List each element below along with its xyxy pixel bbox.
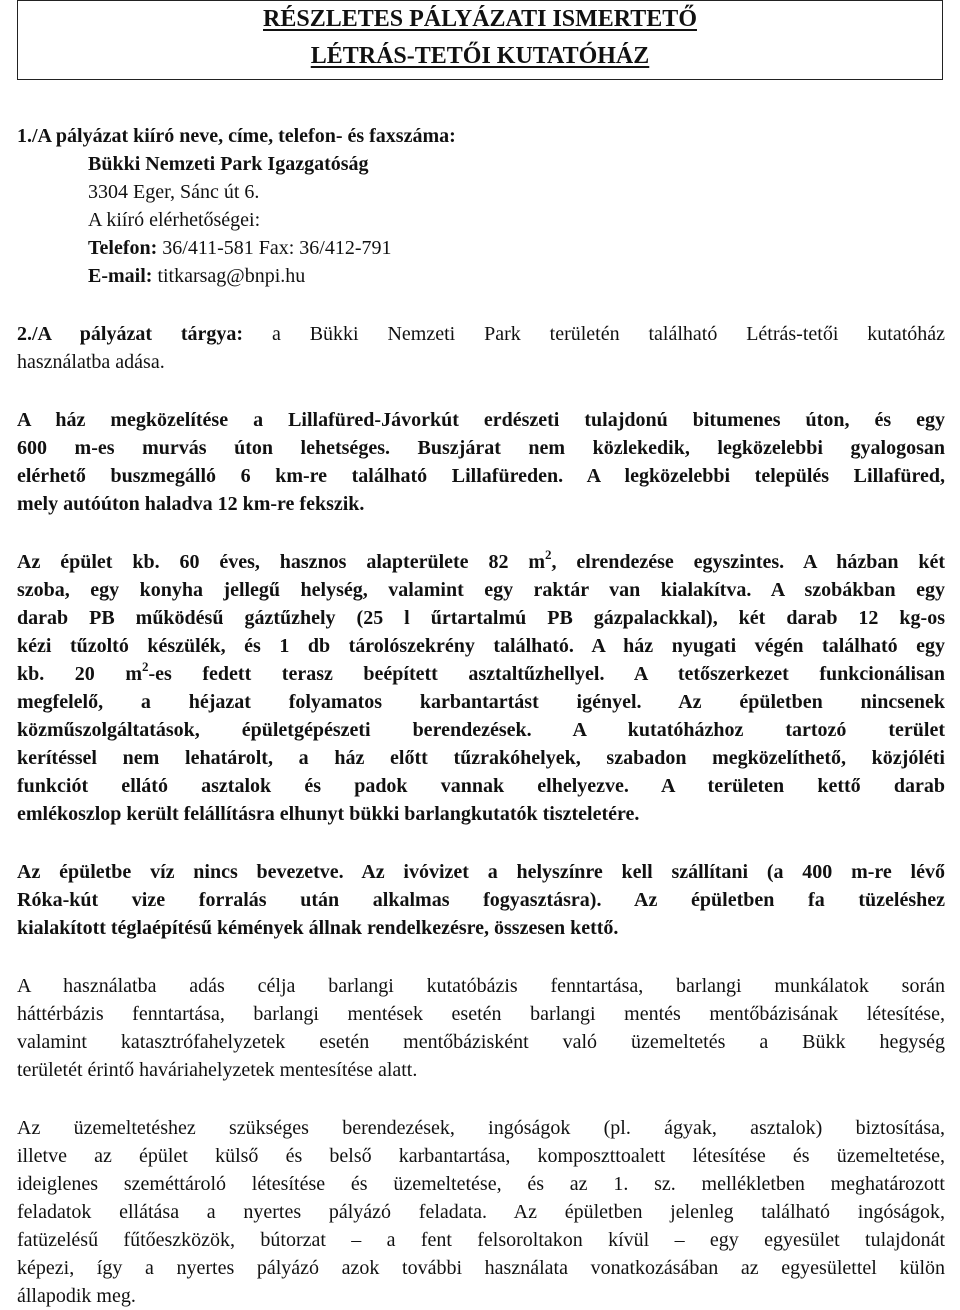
access-line: mely autóúton haladva 12 km-re fekszik. [17,493,365,515]
building-line: Az épület kb. 60 éves, hasznos alapterülete 82 $m^2$, elrendezése egyszintes. A házban két [17,547,946,573]
building-line: megfelelő, a héjazat folyamatos karbantartást igényel. Az épületben nincsenek [17,691,945,713]
building-line: kézi tűzoltó készülék, és 1 db tárolószekrény található. A ház nyugati végén található egy [17,635,945,657]
contacts-label: A kiíró elérhetőségei: [88,209,261,231]
email-label: E-mail: [88,265,153,287]
section1-heading: 1./A pályázat kiíró neve, címe, telefon- és faxszáma: [17,125,456,147]
email-value: titkarsag@bnpi.hu [152,265,306,287]
building-line: funkciót ellátó asztalok és padok vannak elhelyezve. A területen kettő darab [17,775,945,797]
operation-line: fatüzelésű fűtőeszközök, bútorzat – a fent felsoroltakon kívül – egy egyesület tulajdonát [17,1229,945,1251]
operation-line: Az üzemeltetéshez szükséges berendezések, ingóságok (pl. ágyak, asztalok) biztosítása, [17,1117,945,1139]
phone-label: Telefon: [88,237,158,259]
phone-fax-value: 36/411-581 Fax: 36/412-791 [157,237,392,259]
phone-fax-line [88,234,392,262]
issuer-address: 3304 Eger, Sánc út 6. [88,181,260,203]
building-line: szoba, egy konyha jellegű helység, valamint egy raktár van kialakítva. A szobákban egy [17,579,945,601]
purpose-line: háttérbázis fenntartása, barlangi mentések esetén barlangi mentés mentőbázisának létesítése, [17,1003,945,1025]
building-line: darab PB működésű gáztűzhely (25 l űrtartalmú PB gázpalackkal), két darab 12 kg-os [17,607,945,629]
water-line: kialakított téglaépítésű kémények állnak rendelkezésre, összesen kettő. [17,917,619,939]
purpose-line: A használatba adás célja barlangi kutatóbázis fenntartása, barlangi munkálatok során [17,975,945,997]
operation-line: állapodik meg. [17,1285,136,1307]
section2-subject: a Bükki Nemzeti Park területén található Létrás-tetői kutatóház [243,323,946,345]
section2-line1 [17,320,945,348]
operation-line: képezi, így a nyertes pályázó azok további használata vonatkozásában az egyesülettel külön [17,1257,945,1279]
access-line: A ház megközelítése a Lillafüred-Jávorkút erdészeti tulajdonú bitumenes úton, és egy [17,409,945,431]
water-line: Róka-kút vize forralás után alkalmas fogyasztásra). Az épületben fa tüzeléshez [17,889,945,911]
access-line: elérhető buszmegálló 6 km-re található Lillafüreden. A legközelebbi település Lillafüred, [17,465,945,487]
document-title: RÉSZLETES PÁLYÁZATI ISMERTETŐ [263,6,697,32]
section2-heading: 2./A pályázat tárgya: [17,323,244,345]
water-line: Az épületbe víz nincs bevezetve. Az ivóvizet a helyszínre kell szállítani (a 400 m-re lévő [17,861,945,883]
operation-line: illetve az épület külső és belső karbantartása, komposzttoalett létesítése és üzemeltetése, [17,1145,945,1167]
access-line: 600 m-es murvás úton lehetséges. Buszjárat nem közlekedik, legközelebbi gyalogosan [17,437,945,459]
document-title-box [17,0,943,80]
purpose-line: valamint katasztrófahelyzetek esetén mentőbázisként való üzemeltetés a Bükk hegység [17,1031,945,1053]
email-line [88,262,305,290]
building-line: kb. 20 $m^2-es$ fedett terasz beépített asztaltűzhellyel. A tetőszerkezet funkcionálisan [17,659,945,685]
section2-line2: használatba adása. [17,351,165,373]
operation-line: ideiglenes szeméttároló létesítése és üzemeltetése, és az 1. sz. mellékletben meghatározott [17,1173,945,1195]
building-line: emlékoszlop került felállításra elhunyt bükki barlangkutatók tiszteletére. [17,803,640,825]
document-subtitle: LÉTRÁS-TETŐI KUTATÓHÁZ [310,43,650,69]
building-line: közműszolgáltatások, épületgépészeti berendezések. A kutatóházhoz tartozó terület [17,719,945,741]
building-line: kerítéssel nem lehatárolt, a ház előtt tűzrakóhelyek, szabadon megközelíthető, közjóléti [17,747,945,769]
operation-line: feladatok ellátása a nyertes pályázó feladata. Az épületben jelenleg található ingóságok, [17,1201,945,1223]
purpose-line: területét érintő haváriahelyzetek mentesítése alatt. [17,1059,418,1081]
issuer-name: Bükki Nemzeti Park Igazgatóság [88,153,369,175]
